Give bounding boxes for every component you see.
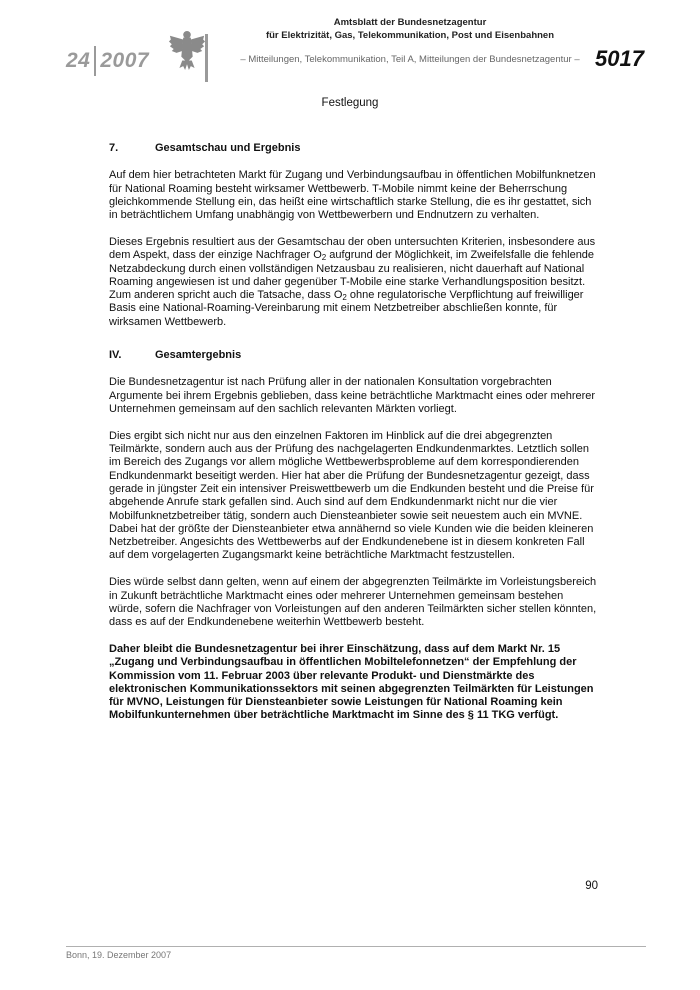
paragraph-2-part-a: Dieses Ergebnis resultiert aus der Gesamtschau der oben untersuchten Kriterien, insbesondere aus dem Aspekt, dass der einzige Nachfrager O xyxy=(109,235,596,262)
paragraph-3: Die Bundesnetzagentur ist nach Prüfung aller in der nationalen Konsultation vorgebrachten Argumente bei ihrem Ergebnis geblieben, dass keine beträchtliche Marktmacht eines oder mehrerer Unternehmen gemeinsam auf den sachlich relevanten Märkten vorliegt. xyxy=(109,376,596,415)
issue-year: 2007 xyxy=(100,49,150,72)
footer-rule xyxy=(66,946,646,947)
section-heading-iv xyxy=(109,349,599,362)
header-title-line1: Amtsblatt der Bundesnetzagentur xyxy=(333,17,487,28)
section-heading-7 xyxy=(109,142,599,155)
header-title-line2: für Elektrizität, Gas, Telekommunikation, Post und Eisenbahnen xyxy=(265,30,555,41)
subscript-2: 2 xyxy=(321,253,327,263)
issue-label xyxy=(66,46,149,76)
page-number: 5017 xyxy=(595,46,644,71)
document-body xyxy=(109,142,599,736)
header-divider xyxy=(205,34,208,82)
federal-eagle-icon xyxy=(168,28,206,72)
paragraph-2-part-b: aufgrund der Möglichkeit, im Zweifelsfalle die fehlende Netzabdeckung durch einen vollständigen Netzausbau zu realisieren, nicht dauerhaft auf National Roaming angewiesen ist und daher gegenüber T-Mobile eine starke Verhandlungsposition besitzt. Zum anderen spricht auch die Tatsache, dass O xyxy=(109,249,595,302)
subscript-2: 2 xyxy=(342,293,347,303)
section-title: Gesamtschau und Ergebnis xyxy=(155,142,301,154)
footer-date: Bonn, 19. Dezember 2007 xyxy=(66,950,172,960)
paragraph-1: Auf dem hier betrachteten Markt für Zugang und Verbindungsaufbau in öffentlichen Mobilfunknetzen für National Roaming besteht wirksamer Wettbewerb. T-Mobile nimmt keine der Beherrschung gleichkommende Stellung ein, das heißt eine wirtschaftlich starke Stellung, die es ihr gestattet, sich in beträchtlichem Umfang unabhängig von Wettbewerbern und Endnutzern zu verhalten. xyxy=(109,169,596,222)
issue-number: 24 xyxy=(66,49,91,72)
paragraph-2 xyxy=(109,236,599,329)
local-page-number: 90 xyxy=(585,880,598,892)
header-subtitle: – Mitteilungen, Telekommunikation, Teil A, Mitteilungen der Bundesnetzagentur – xyxy=(240,54,580,65)
document-type: Festlegung xyxy=(321,97,379,109)
paragraph-4: Dies ergibt sich nicht nur aus den einzelnen Faktoren im Hinblick auf die drei abgegrenzten Teilmärkte, sondern auch aus der Prüfung des nachgelagerten Endkundenmarktes. Letztlich sollen im Bereich des Zugangs vor allem mögliche Wettbewerbsprobleme auf dem korrespondierenden Endkundenmarkt beseitigt werden. Hier hat aber die Prüfung der Bundesnetzagentur gezeigt, dass gerade in jüngster Zeit ein intensiver Preiswettbewerb um die Endkunden besteht und die Preise für abgehende Anrufe stark gefallen sind. Auch sind auf dem Endkundenmarkt nicht nur die vier Mobilfunknetzbetreiber tätig, sondern auch Diensteanbieter sowie seit neuestem auch ein MVNE. Dabei hat der größte der Diensteanbieter etwa annähernd so viele Kunden wie die beiden kleineren Netzbetreiber. Angesichts des Wettbewerbs auf der Endkundenebene ist in diesem konkreten Fall auf dem vorgelagerten Zugangsmarkt keine beträchtliche Marktmacht festzustellen. xyxy=(109,429,594,562)
issue-divider xyxy=(94,46,96,76)
section-title: Gesamtergebnis xyxy=(155,349,242,362)
section-number: IV. xyxy=(109,349,122,362)
paragraph-2-part-c: ohne regulatorische Verpflichtung auf freiwilliger Basis eine National-Roaming-Vereinbarung mit einem Netzbetreiber abschließen konnte, für wirksamen Wettbewerb. xyxy=(109,289,584,328)
paragraph-5: Dies würde selbst dann gelten, wenn auf einem der abgegrenzten Teilmärkte im Vorleistungsbereich in Zukunft beträchtliche Marktmacht eines oder mehrerer Unternehmen gemeinsam bestehen würde, sofern die Nachfrager von Vorleistungen auf den anderen Teilmärkten sicher stellen könnten, dass es auf der Endkundenebene weiterhin Wettbewerb besteht. xyxy=(109,576,597,629)
section-number: 7. xyxy=(109,142,119,154)
paragraph-6-conclusion: Daher bleibt die Bundesnetzagentur bei ihrer Einschätzung, dass auf dem Markt Nr. 15 „Zugang und Verbindungsaufbau in öffentlichen Mobiltelefonnetzen“ der Empfehlung der Kommission vom 11. Februar 2003 über relevante Produkt- und Dienstmärkte des elektronischen Kommunikationssektors mit seinen abgegrenzten Teilmärkten für Leistungen für MVNO, Leistungen für Diensteanbieter sowie Leistungen für National Roaming kein Mobilfunkunternehmen über beträchtliche Marktmacht im Sinne des § 11 TKG verfügt. xyxy=(109,642,594,722)
